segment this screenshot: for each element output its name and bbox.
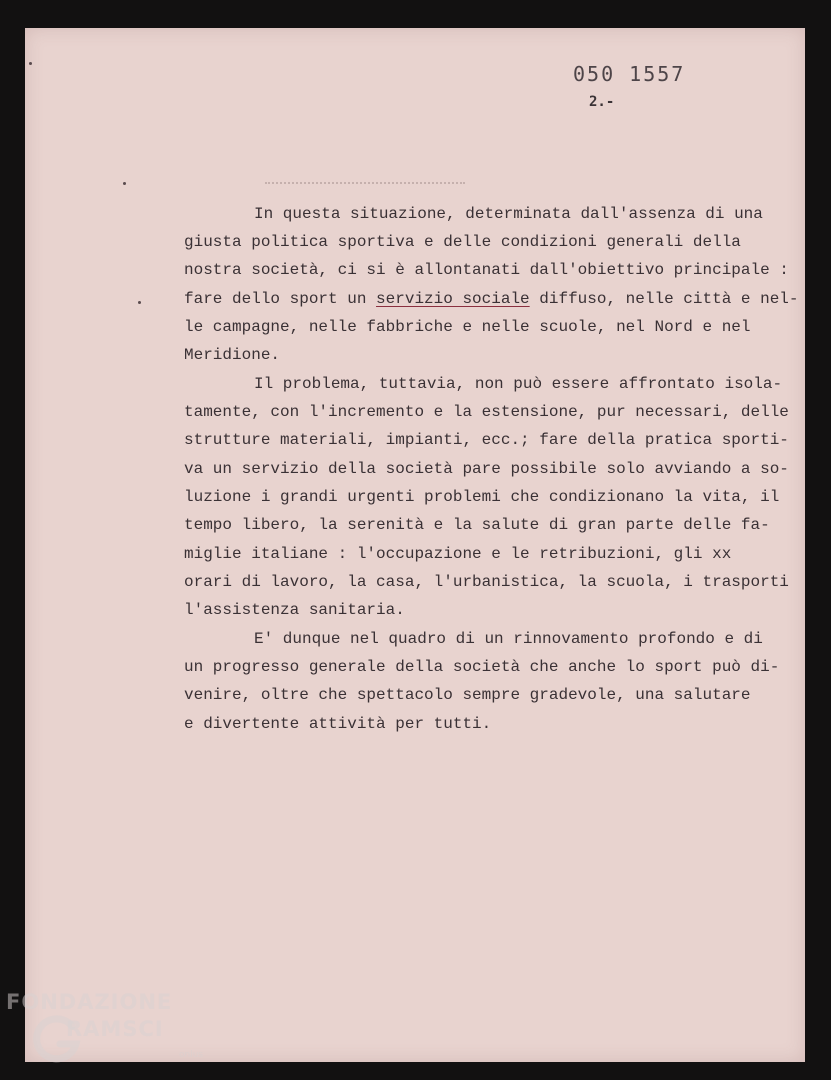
text-line: le campagne, nelle fabbriche e nelle scuole, nel Nord e nel bbox=[184, 318, 751, 336]
text-line: e divertente attività per tutti. bbox=[184, 715, 492, 733]
text-line: orari di lavoro, la casa, l'urbanistica, la scuola, i trasporti bbox=[184, 573, 789, 591]
text-line: In questa situazione, determinata dall'assenza di una bbox=[254, 205, 763, 223]
text-line: luzione i grandi urgenti problemi che condizionano la vita, il bbox=[184, 488, 780, 506]
margin-mark bbox=[29, 62, 32, 65]
watermark-line-1: FONDAZIONE bbox=[6, 990, 173, 1014]
text-line: tamente, con l'incremento e la estensione, pur necessari, delle bbox=[184, 403, 789, 421]
text-line: venire, oltre che spettacolo sempre gradevole, una salutare bbox=[184, 686, 751, 704]
watermark-suffix: onlus bbox=[179, 1050, 204, 1060]
text-line: un progresso generale della società che anche lo sport può di- bbox=[184, 658, 780, 676]
underlined-phrase: servizio sociale bbox=[376, 290, 530, 308]
text-line: tempo libero, la serenità e la salute di gran parte delle fa- bbox=[184, 516, 770, 534]
text-line: l'assistenza sanitaria. bbox=[184, 601, 405, 619]
document-page bbox=[25, 28, 805, 1062]
text-line bbox=[184, 289, 799, 309]
fondazione-gramsci-watermark bbox=[6, 990, 216, 1076]
text-segment: fare dello sport un bbox=[184, 290, 377, 308]
text-line: strutture materiali, impianti, ecc.; fare della pratica sporti- bbox=[184, 431, 789, 449]
text-line: nostra società, ci si è allontanati dall'obiettivo principale : bbox=[184, 261, 789, 279]
page-number: 2.- bbox=[589, 94, 615, 110]
archive-number: 050 1557 bbox=[573, 62, 686, 86]
text-line: Meridione. bbox=[184, 346, 281, 364]
faint-dotted-line bbox=[265, 182, 465, 184]
text-line: Il problema, tuttavia, non può essere affrontato isola- bbox=[254, 375, 783, 393]
margin-mark bbox=[123, 182, 126, 185]
text-line: va un servizio della società pare possibile solo avviando a so- bbox=[184, 460, 789, 478]
text-segment: diffuso, nelle città e nel- bbox=[529, 290, 799, 308]
watermark-line-2: RAMSCI bbox=[66, 1017, 164, 1041]
text-line: giusta politica sportiva e delle condizioni generali della bbox=[184, 233, 741, 251]
text-line: miglie italiane : l'occupazione e le retribuzioni, gli xx bbox=[184, 545, 732, 563]
text-line: E' dunque nel quadro di un rinnovamento profondo e di bbox=[254, 630, 763, 648]
margin-mark bbox=[138, 301, 141, 304]
